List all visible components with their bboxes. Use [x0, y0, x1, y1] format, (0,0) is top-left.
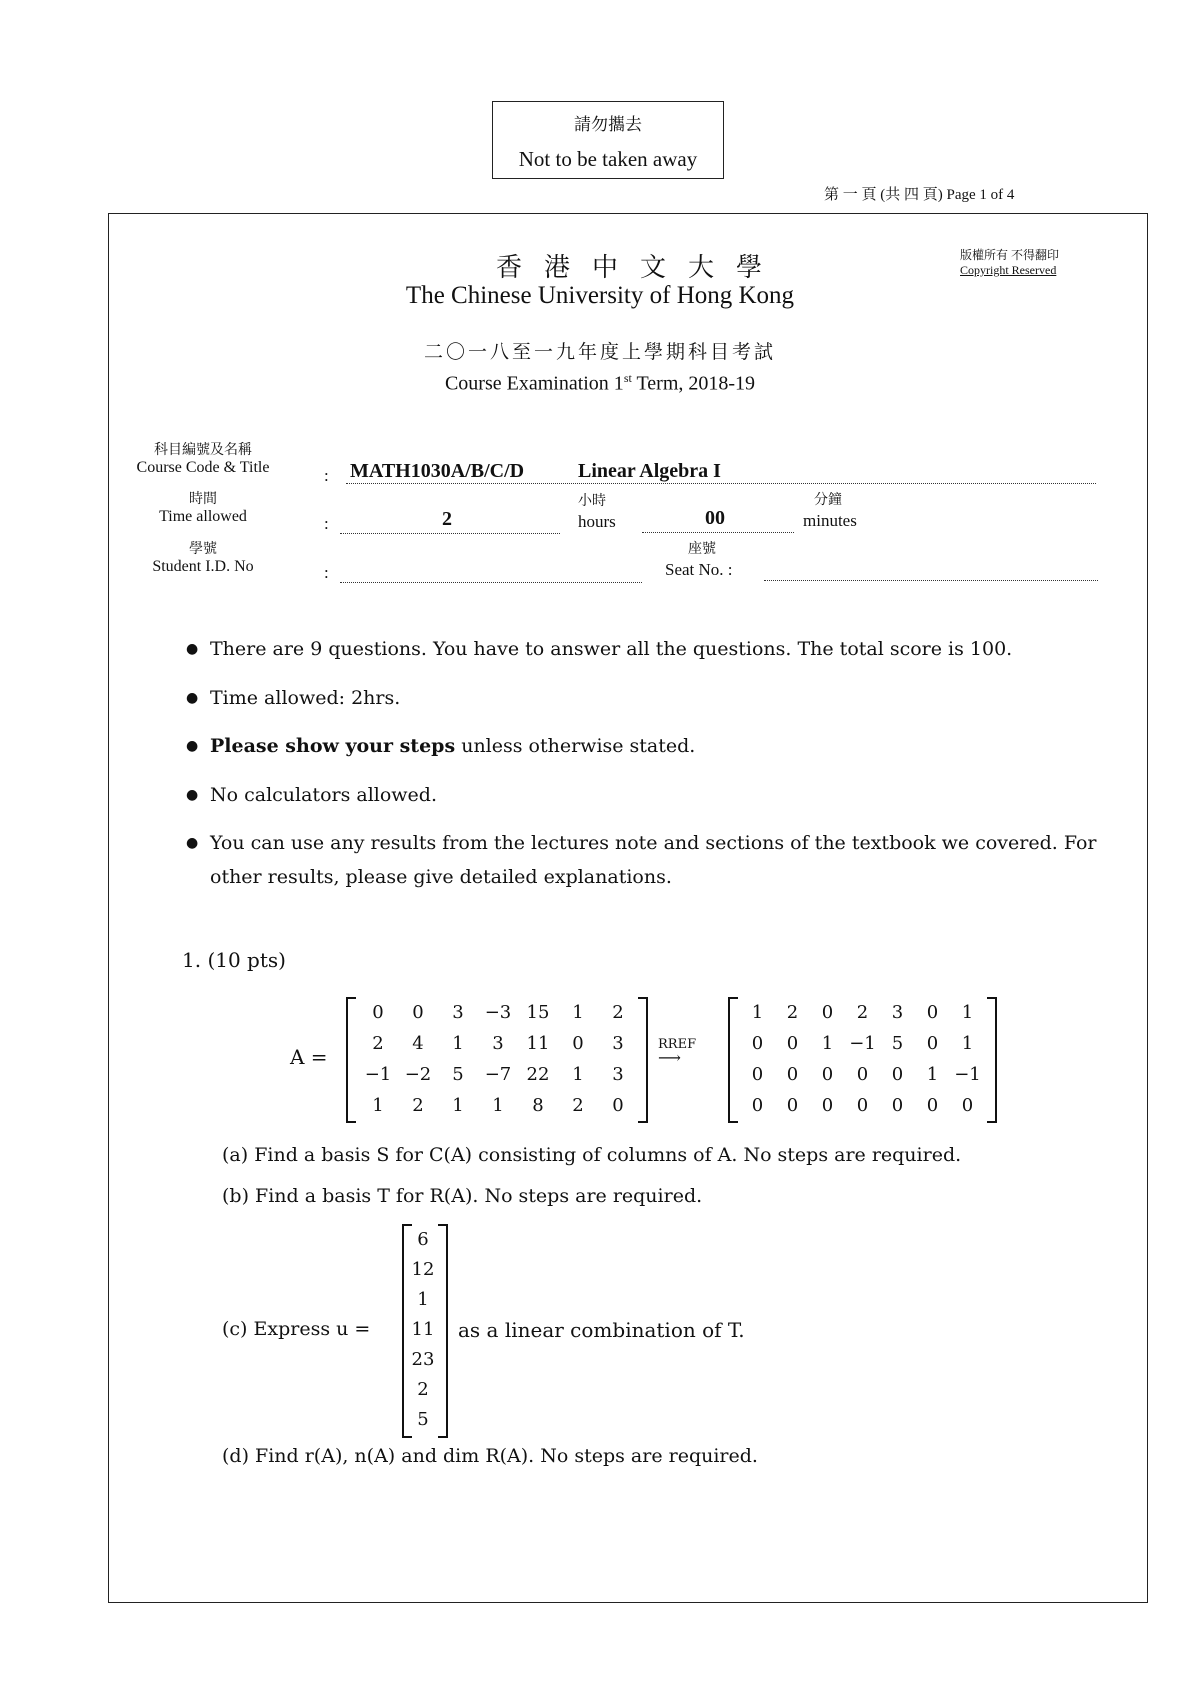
matrix-rref-cell: 0: [891, 1064, 904, 1085]
question-1c-suffix: as a linear combination of T.: [458, 1318, 745, 1342]
instruction-item: [186, 778, 1106, 812]
vector-u: [402, 1224, 438, 1434]
vector-u-cell: 6: [417, 1228, 429, 1250]
matrix-rref-cell: 0: [786, 1064, 799, 1085]
matrix-a-cell: 0: [572, 1033, 584, 1054]
matrix-a-left-bracket: [346, 997, 356, 1123]
matrix-rref-cell: 0: [926, 1095, 939, 1116]
not-to-be-taken-away-box: [492, 101, 724, 179]
course-underline: [346, 483, 1096, 484]
matrix-a-cell: 1: [572, 1064, 584, 1085]
matrix-rref-cell: 3: [891, 1002, 904, 1023]
matrix-a-cell: 0: [372, 1002, 384, 1023]
minutes-underline: [642, 532, 794, 533]
matrix-a-cell: 3: [452, 1002, 464, 1023]
matrix-a-row: [358, 1028, 638, 1059]
seat-label-zh: 座號: [688, 541, 716, 557]
exam-frame: [108, 213, 1148, 1603]
matrix-a-cell: 1: [572, 1002, 584, 1023]
question-1-heading: 1. (10 pts): [182, 948, 286, 972]
hours-label-en: hours: [578, 512, 616, 531]
matrix-rref-cell: 0: [751, 1064, 764, 1085]
minutes-label-en: minutes: [803, 511, 857, 530]
matrix-rref-cell: 0: [786, 1033, 799, 1054]
matrix-rref-cell: 0: [856, 1095, 869, 1116]
seat-number-field[interactable]: [764, 580, 1098, 581]
matrix-a-cell: 3: [492, 1033, 504, 1054]
question-1d: (d) Find r(A), n(A) and dim R(A). No steps are required.: [222, 1445, 758, 1467]
matrix-a-row: [358, 1090, 638, 1121]
matrix-rref-cell: −1: [954, 1064, 981, 1085]
exam-title-en-prefix: Course Examination 1: [444, 372, 624, 395]
instruction-text: [186, 729, 1106, 763]
vector-u-left-bracket: [402, 1224, 412, 1438]
matrix-rref-row: [740, 1090, 985, 1121]
matrix-rref-row: [740, 997, 985, 1028]
exam-title-en-suffix: Term, 2018-19: [631, 372, 756, 395]
university-name-en: The Chinese University of Hong Kong: [405, 282, 795, 309]
matrix-a-cell: 15: [526, 1002, 550, 1023]
course-label: [103, 441, 303, 477]
matrix-rref-cell: 0: [856, 1064, 869, 1085]
vector-u-cell: 1: [417, 1288, 429, 1310]
matrix-a: [346, 997, 638, 1121]
matrix-a-cell: 1: [492, 1095, 504, 1116]
university-name-zh: 香港中文大學: [495, 253, 784, 283]
matrix-a-cell: 2: [372, 1033, 384, 1054]
matrix-rref-cell: 0: [751, 1095, 764, 1116]
instruction-item: [186, 826, 1106, 894]
matrix-rref-cell: 2: [786, 1002, 799, 1023]
matrix-a-cell: 8: [532, 1095, 544, 1116]
matrix-rref-table: [740, 997, 985, 1121]
matrix-rref-row: [740, 1028, 985, 1059]
matrix-a-cell: 1: [452, 1033, 464, 1054]
copyright-en: Copyright Reserved: [960, 263, 1057, 277]
bullet-icon: ●: [186, 641, 199, 657]
matrix-rref-right-bracket: [987, 997, 997, 1123]
course-title: Linear Algebra I: [578, 460, 721, 482]
matrix-rref-cell: 5: [891, 1033, 904, 1054]
bullet-icon: ●: [186, 835, 199, 851]
question-1b: (b) Find a basis T for R(A). No steps are required.: [222, 1185, 703, 1207]
matrix-rref-cell: 1: [751, 1002, 764, 1023]
course-label-en: Course Code & Title: [136, 459, 270, 476]
vector-u-row: [408, 1254, 438, 1284]
matrix-a-cell: 2: [612, 1002, 624, 1023]
instruction-text-rest: unless otherwise stated.: [461, 735, 696, 757]
matrix-rref-cell: 0: [786, 1095, 799, 1116]
rref-label: RREF: [658, 1037, 697, 1052]
matrix-a-cell: 22: [526, 1064, 550, 1085]
matrix-rref-cell: 0: [751, 1033, 764, 1054]
matrix-a-cell: 2: [572, 1095, 584, 1116]
matrix-a-cell: 1: [372, 1095, 384, 1116]
exam-title-zh: 二〇一八至一九年度上學期科目考試: [423, 341, 776, 363]
matrix-rref-cell: 2: [856, 1002, 869, 1023]
instruction-item: [186, 632, 1106, 666]
time-label-zh: 時間: [189, 491, 217, 507]
matrix-a-cell: 3: [612, 1064, 624, 1085]
matrix-a-label: A =: [290, 1045, 328, 1069]
student-id-label-en: Student I.D. No: [152, 558, 254, 575]
matrix-a-row: [358, 997, 638, 1028]
exam-title-en: [0, 371, 1200, 396]
student-id-label-zh: 學號: [189, 541, 217, 557]
notice-en: Not to be taken away: [518, 147, 698, 171]
matrix-a-cell: −7: [484, 1064, 512, 1085]
vector-u-cell: 5: [417, 1408, 429, 1430]
matrix-rref-cell: 0: [821, 1002, 834, 1023]
matrix-rref-left-bracket: [728, 997, 738, 1123]
instruction-text: No calculators allowed.: [210, 784, 438, 806]
matrix-rref-cell: 0: [926, 1033, 939, 1054]
matrix-a-right-bracket: [638, 997, 648, 1123]
vector-u-right-bracket: [438, 1224, 448, 1438]
matrix-rref: [728, 997, 985, 1121]
bullet-icon: ●: [186, 787, 199, 803]
instruction-text: There are 9 questions. You have to answer all the questions. The total score is 100.: [210, 638, 1013, 660]
matrix-a-cell: −2: [404, 1064, 432, 1085]
minutes-label-zh: 分鐘: [814, 492, 842, 508]
vector-u-row: [408, 1224, 438, 1254]
student-id-field[interactable]: [340, 582, 642, 583]
matrix-rref-cell: 0: [961, 1095, 974, 1116]
vector-u-table: [408, 1224, 438, 1434]
hours-label-zh: 小時: [578, 493, 606, 509]
vector-u-row: [408, 1284, 438, 1314]
matrix-a-cell: 3: [612, 1033, 624, 1054]
minutes-value: 00: [705, 507, 725, 529]
matrix-rref-cell: −1: [849, 1033, 876, 1054]
hours-value: 2: [442, 508, 452, 530]
matrix-a-cell: −3: [484, 1002, 512, 1023]
time-colon: :: [324, 514, 329, 533]
student-id-label: [103, 540, 303, 576]
matrix-a-cell: 4: [412, 1033, 424, 1054]
vector-u-cell: 12: [411, 1258, 435, 1280]
bullet-icon: ●: [186, 738, 199, 754]
matrix-a-row: [358, 1059, 638, 1090]
instruction-text: You can use any results from the lectures note and sections of the textbook we covered. For other results, please give detailed explanations.: [210, 832, 1097, 888]
matrix-rref-cell: 0: [926, 1002, 939, 1023]
vector-u-row: [408, 1344, 438, 1374]
matrix-a-table: [358, 997, 638, 1121]
matrix-rref-cell: 0: [821, 1095, 834, 1116]
course-label-zh: 科目編號及名稱: [154, 442, 252, 458]
matrix-rref-cell: 1: [821, 1033, 834, 1054]
instruction-item: [186, 681, 1106, 715]
matrix-rref-cell: 1: [926, 1064, 939, 1085]
seat-label-en: Seat No. :: [665, 560, 733, 579]
instruction-item: [186, 729, 1106, 763]
rref-arrow-icon: ⟶: [658, 1048, 681, 1067]
bullet-icon: ●: [186, 690, 199, 706]
course-colon: :: [324, 466, 329, 485]
copyright-zh: 版權所有 不得翻印: [960, 248, 1060, 262]
question-1a: (a) Find a basis S for C(A) consisting of columns of A. No steps are required.: [222, 1144, 962, 1166]
matrix-a-cell: 0: [612, 1095, 624, 1116]
vector-u-row: [408, 1404, 438, 1434]
vector-u-row: [408, 1374, 438, 1404]
matrix-a-cell: 5: [452, 1064, 464, 1085]
notice-zh: 請勿攜去: [574, 115, 642, 135]
vector-u-cell: 2: [417, 1378, 429, 1400]
matrix-a-cell: 11: [526, 1033, 550, 1054]
exam-title-en-sup: st: [623, 371, 632, 385]
student-id-colon: :: [324, 563, 329, 582]
vector-u-cell: 23: [411, 1348, 435, 1370]
matrix-rref-cell: 1: [961, 1002, 974, 1023]
question-1c-prefix: (c) Express u =: [222, 1318, 371, 1340]
vector-u-cell: 11: [411, 1318, 435, 1340]
matrix-a-cell: 0: [412, 1002, 424, 1023]
vector-u-row: [408, 1314, 438, 1344]
matrix-rref-cell: 0: [821, 1064, 834, 1085]
matrix-rref-cell: 1: [961, 1033, 974, 1054]
page-number: 第 一 頁 (共 四 頁) Page 1 of 4: [824, 187, 1015, 203]
time-label-en: Time allowed: [159, 508, 247, 525]
course-code: MATH1030A/B/C/D: [350, 460, 525, 482]
matrix-a-cell: −1: [364, 1064, 392, 1085]
matrix-a-cell: 1: [452, 1095, 464, 1116]
instruction-text: Time allowed: 2hrs.: [210, 687, 401, 709]
matrix-rref-row: [740, 1059, 985, 1090]
matrix-rref-cell: 0: [891, 1095, 904, 1116]
matrix-a-cell: 2: [412, 1095, 424, 1116]
instruction-bold-text: Please show your steps: [210, 735, 456, 757]
copyright-notice: [960, 248, 1059, 278]
time-label: [103, 490, 303, 526]
hours-underline: [340, 533, 560, 534]
